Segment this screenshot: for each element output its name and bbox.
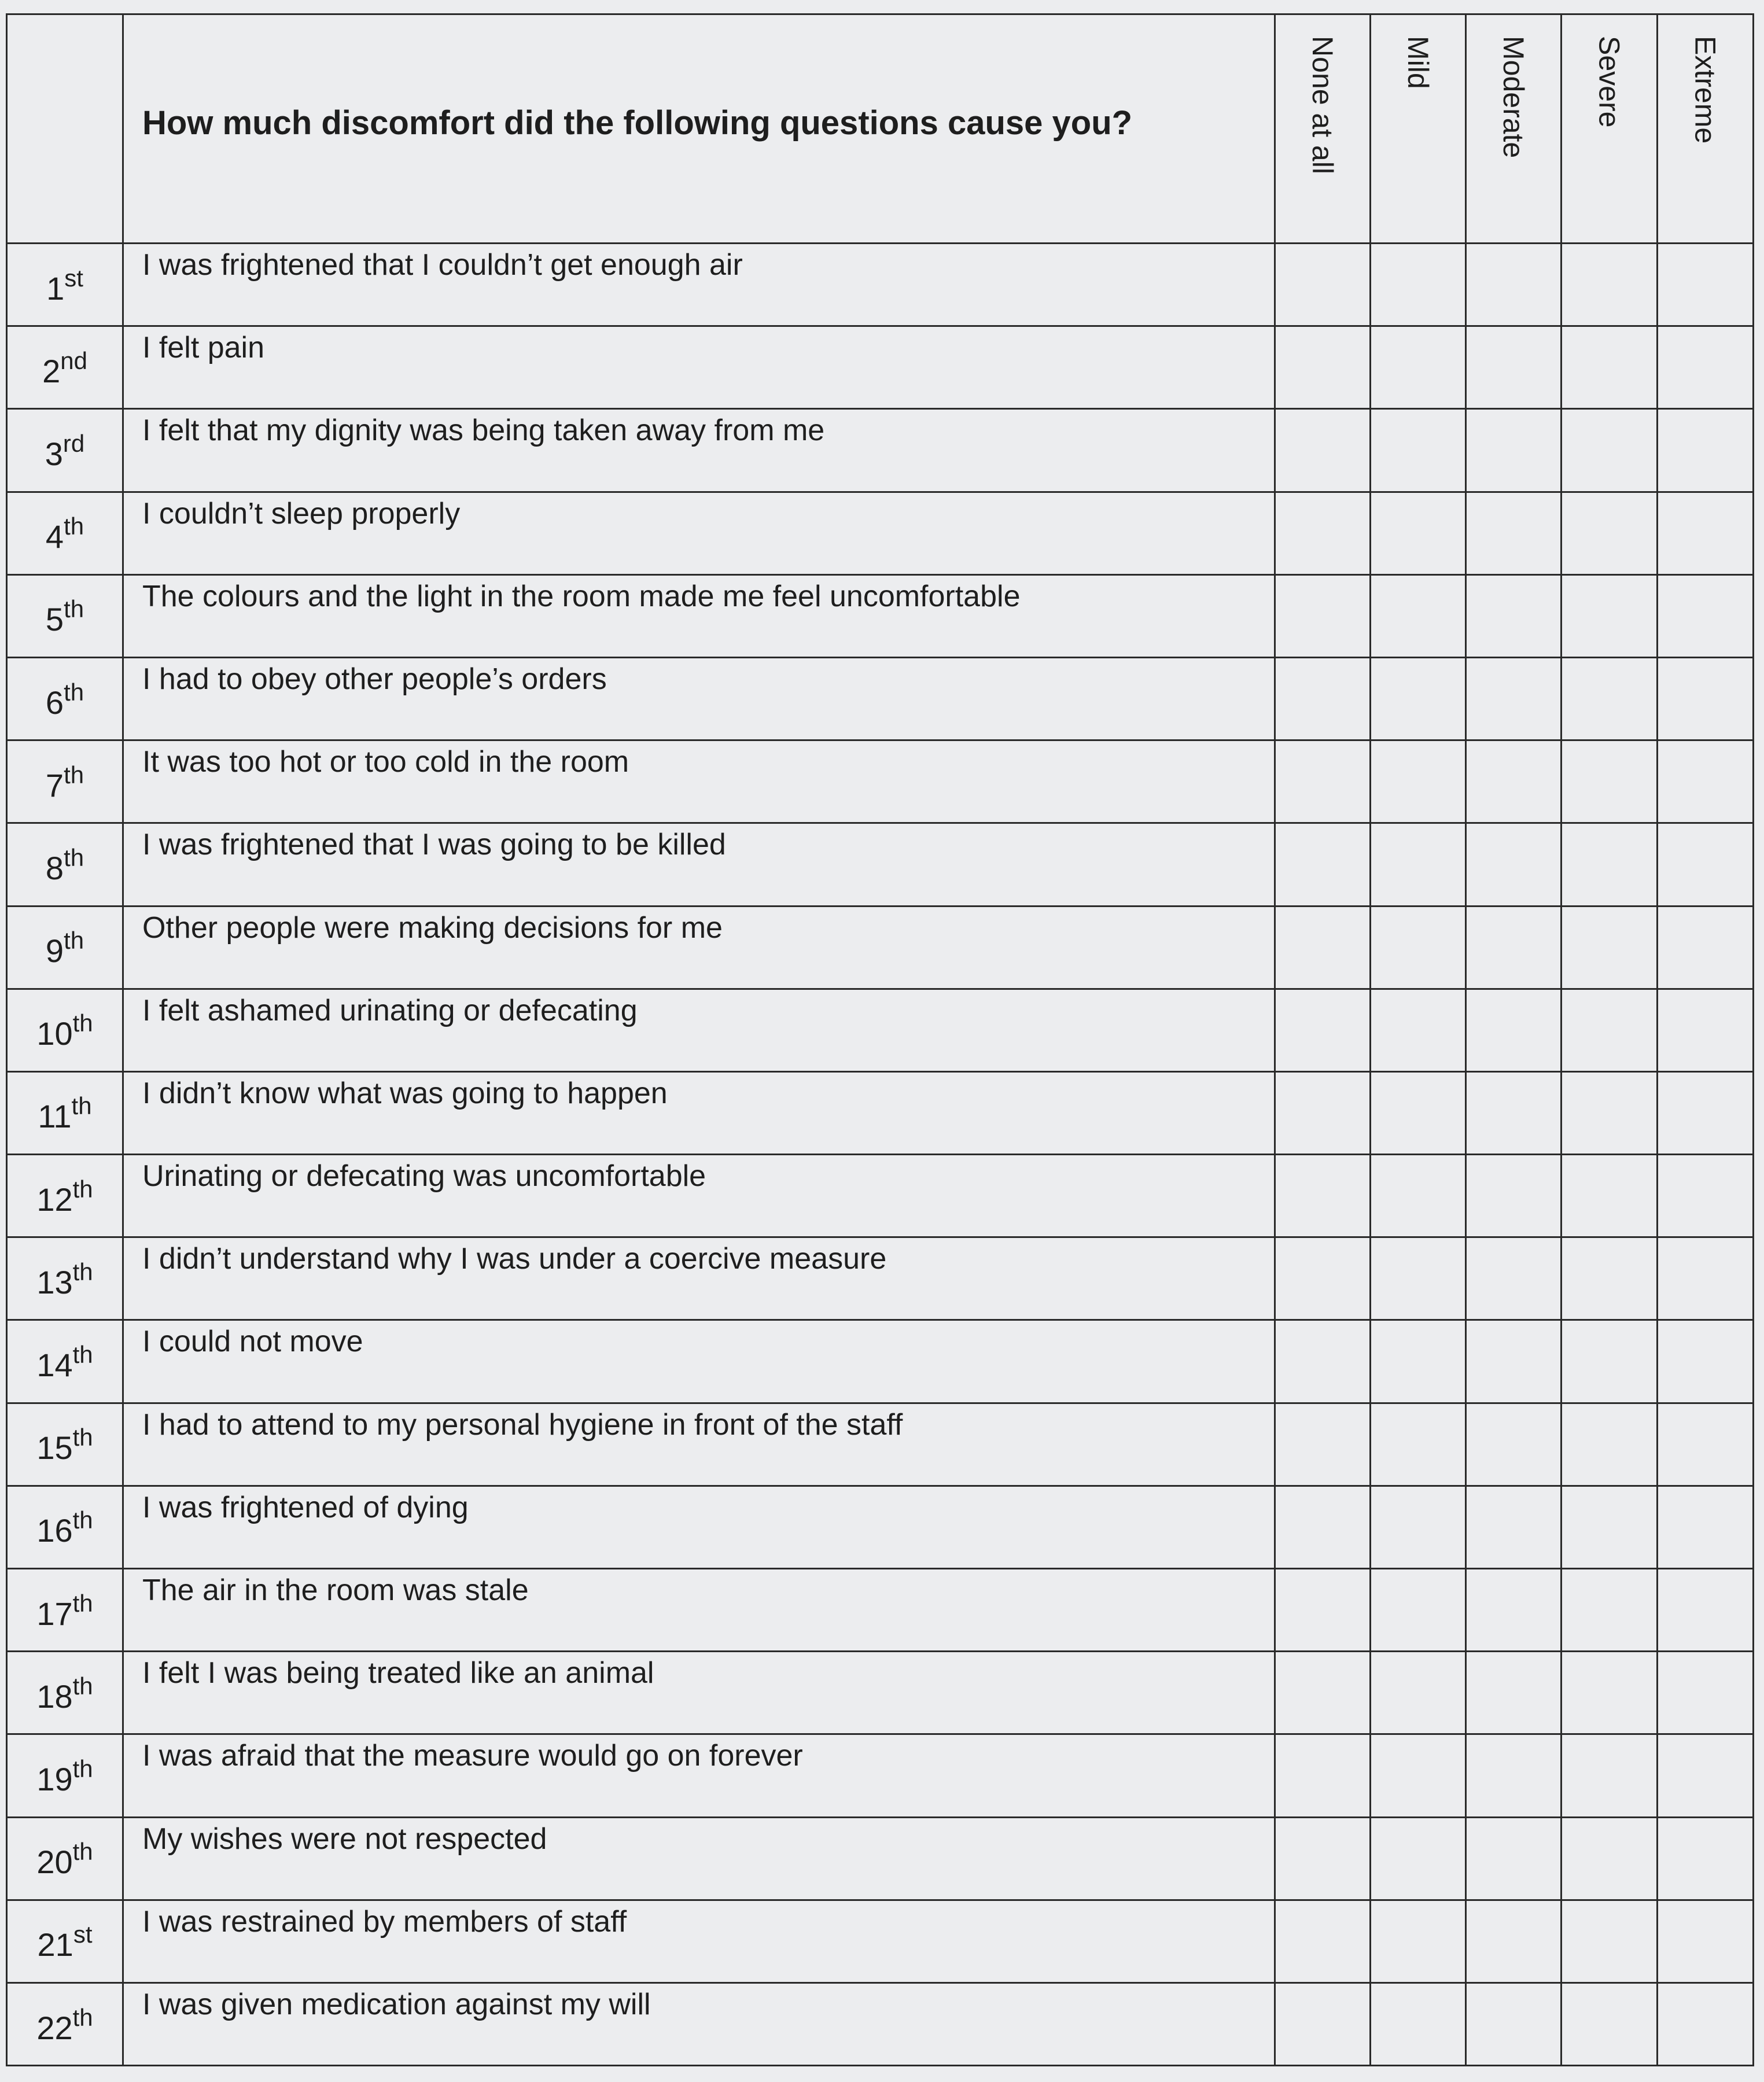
response-cell-mild[interactable] [1371, 657, 1466, 740]
response-cell-mild[interactable] [1371, 244, 1466, 326]
response-cell-severe[interactable] [1562, 1403, 1658, 1486]
item-number-value: 17 [36, 1595, 73, 1632]
item-statement: I didn’t know what was going to happen [123, 1071, 1275, 1154]
response-cell-moderate[interactable] [1466, 492, 1562, 574]
response-cell-moderate[interactable] [1466, 906, 1562, 989]
response-cell-extreme[interactable] [1658, 1403, 1754, 1486]
response-cell-extreme[interactable] [1658, 906, 1754, 989]
item-number-value: 21 [37, 1926, 73, 1963]
response-cell-none[interactable] [1275, 740, 1371, 823]
response-cell-none[interactable] [1275, 1320, 1371, 1403]
option-label-mild: Mild [1402, 36, 1434, 89]
response-cell-moderate[interactable] [1466, 1900, 1562, 1982]
item-number-suffix: th [72, 1589, 93, 1617]
option-label-extreme: Extreme [1689, 36, 1722, 144]
item-number-suffix: th [72, 1175, 93, 1203]
table-row [7, 1900, 1754, 1982]
item-number-suffix: st [64, 264, 83, 292]
response-cell-moderate[interactable] [1466, 1403, 1562, 1486]
item-number [7, 1155, 123, 1237]
table-row [7, 740, 1754, 823]
response-cell-moderate[interactable] [1466, 1734, 1562, 1817]
item-number-suffix: rd [62, 429, 85, 457]
response-cell-extreme[interactable] [1658, 740, 1754, 823]
item-number-value: 5 [45, 601, 64, 638]
table-row [7, 1734, 1754, 1817]
option-label-none: None at all [1306, 36, 1339, 175]
response-cell-mild[interactable] [1371, 1486, 1466, 1568]
item-statement: I was frightened that I was going to be killed [123, 823, 1275, 906]
response-cell-none[interactable] [1275, 1569, 1371, 1652]
response-cell-mild[interactable] [1371, 574, 1466, 657]
item-number-suffix: th [72, 1340, 93, 1368]
response-cell-extreme[interactable] [1658, 326, 1754, 409]
item-number [7, 1486, 123, 1568]
response-cell-moderate[interactable] [1466, 1320, 1562, 1403]
item-number-value: 11 [38, 1098, 72, 1135]
item-number-value: 14 [36, 1347, 73, 1384]
response-cell-extreme[interactable] [1658, 989, 1754, 1071]
response-cell-moderate[interactable] [1466, 574, 1562, 657]
response-cell-none[interactable] [1275, 823, 1371, 906]
response-cell-severe[interactable] [1562, 1817, 1658, 1900]
item-number [7, 1734, 123, 1817]
item-statement: I felt I was being treated like an animal [123, 1652, 1275, 1734]
item-number [7, 1982, 123, 2065]
response-cell-none[interactable] [1275, 1071, 1371, 1154]
response-cell-mild[interactable] [1371, 1734, 1466, 1817]
item-number-value: 1 [46, 270, 65, 307]
response-cell-extreme[interactable] [1658, 657, 1754, 740]
response-cell-extreme[interactable] [1658, 823, 1754, 906]
item-statement: I couldn’t sleep properly [123, 492, 1275, 574]
table-row [7, 1071, 1754, 1154]
response-cell-severe[interactable] [1562, 1320, 1658, 1403]
response-cell-moderate[interactable] [1466, 1071, 1562, 1154]
response-cell-none[interactable] [1275, 326, 1371, 409]
item-number [7, 657, 123, 740]
item-number [7, 740, 123, 823]
item-statement: The colours and the light in the room made me feel uncomfortable [123, 574, 1275, 657]
item-statement: Other people were making decisions for me [123, 906, 1275, 989]
response-cell-none[interactable] [1275, 1817, 1371, 1900]
response-cell-severe[interactable] [1562, 1155, 1658, 1237]
response-cell-extreme[interactable] [1658, 492, 1754, 574]
item-statement: I didn’t understand why I was under a coercive measure [123, 1237, 1275, 1320]
item-number-suffix: th [72, 1755, 93, 1782]
item-number-value: 10 [36, 1015, 73, 1052]
item-number-value: 3 [45, 435, 63, 472]
response-cell-moderate[interactable] [1466, 1155, 1562, 1237]
item-number-suffix: th [72, 1838, 93, 1866]
item-number-value: 22 [36, 2009, 73, 2046]
item-number [7, 1900, 123, 1982]
response-cell-extreme[interactable] [1658, 1569, 1754, 1652]
response-cell-mild[interactable] [1371, 1569, 1466, 1652]
response-cell-extreme[interactable] [1658, 1652, 1754, 1734]
item-number [7, 1320, 123, 1403]
item-statement: I was frightened of dying [123, 1486, 1275, 1568]
response-cell-severe[interactable] [1562, 1486, 1658, 1568]
response-cell-mild[interactable] [1371, 1237, 1466, 1320]
response-cell-mild[interactable] [1371, 1071, 1466, 1154]
response-cell-severe[interactable] [1562, 657, 1658, 740]
response-cell-severe[interactable] [1562, 574, 1658, 657]
item-number [7, 409, 123, 492]
item-statement: The air in the room was stale [123, 1569, 1275, 1652]
item-number [7, 1071, 123, 1154]
response-cell-none[interactable] [1275, 1486, 1371, 1568]
item-statement: I felt that my dignity was being taken away from me [123, 409, 1275, 492]
table-row [7, 1237, 1754, 1320]
option-header-moderate [1466, 14, 1562, 244]
table-row [7, 1320, 1754, 1403]
table-row [7, 1817, 1754, 1900]
response-cell-moderate[interactable] [1466, 1237, 1562, 1320]
table-row [7, 326, 1754, 409]
item-number-value: 9 [45, 933, 64, 970]
response-cell-mild[interactable] [1371, 1652, 1466, 1734]
item-number-value: 8 [45, 849, 64, 886]
response-cell-severe[interactable] [1562, 1237, 1658, 1320]
response-cell-severe[interactable] [1562, 326, 1658, 409]
item-statement: I felt pain [123, 326, 1275, 409]
item-number-suffix: th [72, 1672, 93, 1700]
table-row [7, 574, 1754, 657]
response-cell-extreme[interactable] [1658, 1155, 1754, 1237]
response-cell-severe[interactable] [1562, 823, 1658, 906]
item-number-value: 15 [36, 1429, 73, 1466]
item-number [7, 1817, 123, 1900]
response-cell-moderate[interactable] [1466, 823, 1562, 906]
item-statement: I had to obey other people’s orders [123, 657, 1275, 740]
response-cell-mild[interactable] [1371, 1403, 1466, 1486]
table-row [7, 989, 1754, 1071]
response-cell-extreme[interactable] [1658, 1486, 1754, 1568]
response-cell-extreme[interactable] [1658, 1982, 1754, 2065]
response-cell-severe[interactable] [1562, 989, 1658, 1071]
item-number [7, 244, 123, 326]
response-cell-severe[interactable] [1562, 409, 1658, 492]
item-number-suffix: th [72, 2003, 93, 2031]
response-cell-moderate[interactable] [1466, 1982, 1562, 2065]
item-statement: I was frightened that I couldn’t get enough air [123, 244, 1275, 326]
response-cell-none[interactable] [1275, 906, 1371, 989]
item-number-value: 20 [36, 1844, 73, 1881]
response-cell-mild[interactable] [1371, 1320, 1466, 1403]
table-row [7, 409, 1754, 492]
question-heading: How much discomfort did the following questions cause you? [123, 14, 1275, 244]
item-statement: It was too hot or too cold in the room [123, 740, 1275, 823]
response-cell-mild[interactable] [1371, 326, 1466, 409]
response-cell-extreme[interactable] [1658, 1734, 1754, 1817]
item-number-value: 16 [36, 1512, 73, 1549]
item-statement: I was restrained by members of staff [123, 1900, 1275, 1982]
response-cell-mild[interactable] [1371, 1155, 1466, 1237]
response-cell-mild[interactable] [1371, 409, 1466, 492]
table-row [7, 906, 1754, 989]
response-cell-severe[interactable] [1562, 1900, 1658, 1982]
response-cell-mild[interactable] [1371, 823, 1466, 906]
item-statement: My wishes were not respected [123, 1817, 1275, 1900]
item-number-suffix: th [72, 1258, 93, 1285]
response-cell-extreme[interactable] [1658, 1900, 1754, 1982]
response-cell-none[interactable] [1275, 409, 1371, 492]
item-number [7, 989, 123, 1071]
item-number [7, 1237, 123, 1320]
header-row [7, 14, 1754, 244]
item-number [7, 326, 123, 409]
item-number-value: 2 [42, 352, 61, 389]
option-header-mild [1371, 14, 1466, 244]
item-number-value: 19 [36, 1760, 73, 1797]
item-statement: I felt ashamed urinating or defecating [123, 989, 1275, 1071]
item-number-suffix: th [72, 1009, 93, 1037]
item-number [7, 906, 123, 989]
table-row [7, 657, 1754, 740]
table-row [7, 1403, 1754, 1486]
response-cell-moderate[interactable] [1466, 244, 1562, 326]
response-cell-extreme[interactable] [1658, 244, 1754, 326]
response-cell-none[interactable] [1275, 1403, 1371, 1486]
option-label-moderate: Moderate [1497, 36, 1530, 159]
response-cell-none[interactable] [1275, 1734, 1371, 1817]
table-row [7, 1982, 1754, 2065]
response-cell-severe[interactable] [1562, 1569, 1658, 1652]
item-number-suffix: th [64, 513, 84, 540]
response-cell-severe[interactable] [1562, 1652, 1658, 1734]
item-number-suffix: th [64, 843, 84, 871]
response-cell-moderate[interactable] [1466, 657, 1562, 740]
item-number-value: 13 [36, 1263, 73, 1300]
response-cell-moderate[interactable] [1466, 740, 1562, 823]
response-cell-mild[interactable] [1371, 989, 1466, 1071]
item-number-value: 6 [45, 684, 64, 721]
item-number [7, 1403, 123, 1486]
item-number [7, 1652, 123, 1734]
questionnaire-table [6, 13, 1754, 2066]
response-cell-moderate[interactable] [1466, 1652, 1562, 1734]
response-cell-mild[interactable] [1371, 492, 1466, 574]
table-row [7, 1569, 1754, 1652]
response-cell-moderate[interactable] [1466, 1817, 1562, 1900]
response-cell-severe[interactable] [1562, 1982, 1658, 2065]
item-number-suffix: th [72, 1506, 93, 1534]
table-row [7, 1652, 1754, 1734]
response-cell-severe[interactable] [1562, 740, 1658, 823]
response-cell-extreme[interactable] [1658, 1237, 1754, 1320]
option-label-severe: Severe [1593, 36, 1626, 128]
item-statement: I was afraid that the measure would go on forever [123, 1734, 1275, 1817]
item-number-suffix: th [72, 1424, 93, 1451]
table-row [7, 1486, 1754, 1568]
item-number [7, 574, 123, 657]
response-cell-mild[interactable] [1371, 906, 1466, 989]
item-number [7, 1569, 123, 1652]
response-cell-mild[interactable] [1371, 1900, 1466, 1982]
response-cell-severe[interactable] [1562, 906, 1658, 989]
response-cell-none[interactable] [1275, 492, 1371, 574]
option-header-severe [1562, 14, 1658, 244]
response-cell-extreme[interactable] [1658, 574, 1754, 657]
response-cell-mild[interactable] [1371, 740, 1466, 823]
response-cell-none[interactable] [1275, 1237, 1371, 1320]
item-number-suffix: th [64, 595, 84, 623]
response-cell-severe[interactable] [1562, 244, 1658, 326]
response-cell-none[interactable] [1275, 574, 1371, 657]
header-blank-cell [7, 14, 123, 244]
table-row [7, 244, 1754, 326]
item-statement: I had to attend to my personal hygiene in front of the staff [123, 1403, 1275, 1486]
item-statement: I could not move [123, 1320, 1275, 1403]
item-number-suffix: st [73, 1921, 93, 1948]
response-cell-extreme[interactable] [1658, 1320, 1754, 1403]
response-cell-none[interactable] [1275, 1900, 1371, 1982]
response-cell-none[interactable] [1275, 244, 1371, 326]
option-header-extreme [1658, 14, 1754, 244]
item-number-suffix: nd [60, 347, 87, 374]
item-number-suffix: th [64, 678, 84, 706]
option-header-none [1275, 14, 1371, 244]
response-cell-moderate[interactable] [1466, 1486, 1562, 1568]
response-cell-moderate[interactable] [1466, 989, 1562, 1071]
item-number-suffix: th [71, 1092, 92, 1120]
item-number [7, 823, 123, 906]
response-cell-moderate[interactable] [1466, 326, 1562, 409]
item-statement: Urinating or defecating was uncomfortable [123, 1155, 1275, 1237]
item-number-suffix: th [64, 761, 84, 788]
table-row [7, 492, 1754, 574]
response-cell-extreme[interactable] [1658, 409, 1754, 492]
response-cell-moderate[interactable] [1466, 409, 1562, 492]
item-statement: I was given medication against my will [123, 1982, 1275, 2065]
response-cell-severe[interactable] [1562, 492, 1658, 574]
table-row [7, 1155, 1754, 1237]
item-number-value: 12 [36, 1181, 73, 1218]
response-cell-none[interactable] [1275, 1155, 1371, 1237]
response-cell-none[interactable] [1275, 1652, 1371, 1734]
response-cell-none[interactable] [1275, 657, 1371, 740]
response-cell-none[interactable] [1275, 989, 1371, 1071]
response-cell-mild[interactable] [1371, 1817, 1466, 1900]
response-cell-extreme[interactable] [1658, 1071, 1754, 1154]
response-cell-mild[interactable] [1371, 1982, 1466, 2065]
response-cell-moderate[interactable] [1466, 1569, 1562, 1652]
item-number-value: 4 [45, 518, 64, 555]
response-cell-extreme[interactable] [1658, 1817, 1754, 1900]
response-cell-severe[interactable] [1562, 1071, 1658, 1154]
item-number-value: 18 [36, 1678, 73, 1715]
response-cell-none[interactable] [1275, 1982, 1371, 2065]
item-number-value: 7 [45, 767, 64, 804]
item-number-suffix: th [64, 927, 84, 954]
response-cell-severe[interactable] [1562, 1734, 1658, 1817]
table-row [7, 823, 1754, 906]
item-number [7, 492, 123, 574]
